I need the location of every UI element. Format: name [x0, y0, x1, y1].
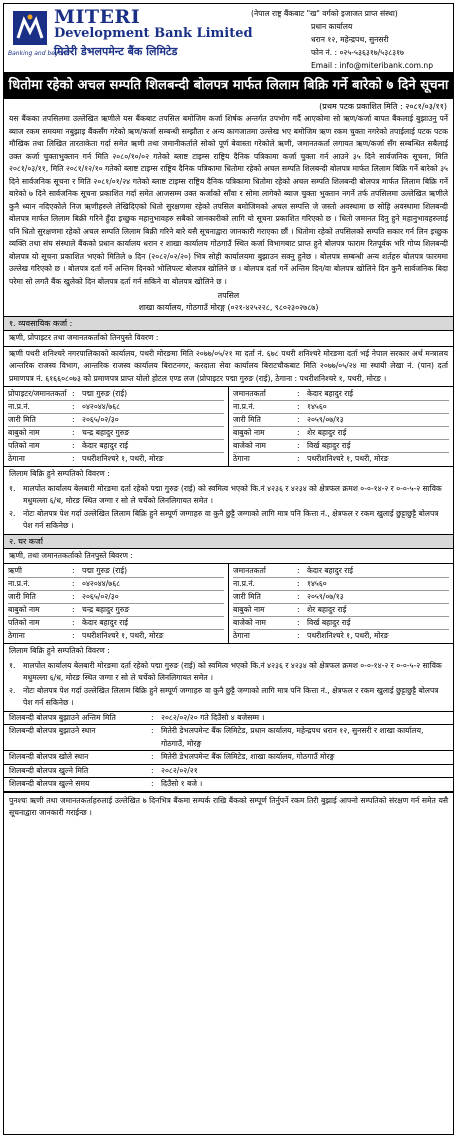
asset-number: २.	[9, 685, 16, 695]
schedule-row: शिलबन्दी बोलपत्र खुल्ने समय : दिउँसो १ बजे ।	[4, 778, 453, 792]
detail-row: बाजेको नाम : विर्ख बहादुर राई	[233, 617, 449, 630]
asset-number: १.	[9, 483, 16, 493]
detail-key: ठेगाना	[233, 454, 250, 463]
asset-text: मालपोत कार्यालय बेलबारी मोरङमा दर्ता रहेको पद्मा गुरुङ (राई) को स्वमित्व भएको कि.नं ४२३६ र ४२३४ को क्षेत्रफल क्रमश ०-०-१४-२ र ०-०-५-२ साविक मधुमल्ला ६/ध, मोरङ स्थित जग्गा र सो ले चर्चेको लिनलिगायत समेत ।	[23, 660, 442, 682]
bank-slogan: Banking and beyond	[8, 50, 70, 57]
detail-row: ठेगाना : पथरीशनिश्चरे १, पथरी, मोरङ	[8, 453, 224, 465]
borrower-details	[4, 386, 453, 466]
detail-row: ठेगाना : पथरीशनिश्चरे १, पथरी, मोरङ	[233, 630, 449, 642]
detail-value: केदार बहादुर राई	[82, 441, 129, 450]
detail-row: बाजेको नाम : विर्ख बहादुर राई	[233, 440, 449, 453]
detail-key: ठेगाना	[8, 454, 25, 463]
address-line: Email : info@miteribank.com.np	[311, 61, 434, 70]
detail-key: पतिको नाम	[8, 618, 40, 627]
schedule-value: २०८२/०२/२१	[161, 765, 198, 775]
published-date: (प्रथम पटक प्रकाशित मिति : २०८१/०३/११)	[319, 102, 447, 111]
loan-sections	[4, 316, 453, 711]
detail-row: जारी मिति : २०६५/०२/३०	[8, 591, 224, 604]
detail-row: बाबुको नाम : चन्द्र बहादुर गुरुङ	[8, 604, 224, 617]
detail-row: ना.प्र.नं. : १४५६०	[233, 578, 449, 591]
detail-value: २०५९/०७/१३	[307, 415, 344, 424]
detail-value: २०६५/०२/३०	[82, 415, 119, 424]
bank-name-english-sub: Development Bank Limited	[54, 26, 253, 41]
detail-value: पथरीशनिश्चरे १, पथरी, मोरङ	[82, 631, 164, 640]
detail-key: बाजेको नाम	[233, 618, 266, 627]
section-heading: २. घर कर्जा	[4, 534, 453, 549]
section-intro: ऋणी, प्रोपाइटर तथा जमानतकर्ताको तिनपुस्ते विवरण :	[9, 333, 159, 342]
detail-row: ना.प्र.नं. : १४५६०	[233, 401, 449, 414]
detail-key: बाबुको नाम	[233, 428, 265, 437]
tapsil-label: तपसिल	[217, 291, 240, 300]
notice-title: धितोमा रहेको अचल सम्पति शिलबन्दी बोलपत्र मार्फत लिलाम बिक्रि गर्ने बारेको ७ दिने सूचना	[4, 73, 453, 99]
bank-name-english: MITERI	[54, 6, 141, 28]
detail-key: ना.प्र.नं.	[233, 579, 255, 588]
assets-list	[4, 659, 453, 711]
detail-value: २०६५/०२/३०	[82, 592, 119, 601]
notice-page	[3, 3, 454, 1135]
schedule-key: शिलबन्दी बोलपत्र बुझाउने स्थान	[9, 726, 96, 735]
bank-address	[251, 7, 449, 72]
detail-key: बाबुको नाम	[233, 605, 265, 614]
detail-key: जारी मिति	[233, 592, 261, 601]
borrower-details	[4, 563, 453, 643]
detail-value: पद्मा गुरुङ (राई)	[82, 566, 128, 575]
detail-row: बाबुको नाम : शेर बहादुर राई	[233, 427, 449, 440]
detail-value: शेर बहादुर राई	[307, 605, 347, 614]
detail-value: केदार बहादुर राई	[307, 566, 354, 575]
section-heading: १. व्यवसायिक कर्जा :	[4, 316, 453, 331]
asset-number: १.	[9, 660, 16, 670]
detail-row: जारी मिति : २०६५/०२/३०	[8, 414, 224, 427]
detail-row: ठेगाना : पथरीशनिश्चरे १, पथरी, मोरङ	[233, 453, 449, 465]
detail-key: पतिको नाम	[8, 441, 40, 450]
detail-value: चन्द्र बहादुर गुरुङ	[82, 605, 130, 614]
detail-value: पथरीशनिश्चरे १, पथरी, मोरङ	[307, 454, 389, 463]
bank-name-nepali: मितेरी डेभलपमेन्ट बैंक लिमिटेड	[54, 45, 178, 58]
detail-key: जारी मिति	[8, 415, 36, 424]
detail-key: ऋणी	[8, 566, 22, 575]
detail-row: जारी मिति : २०५९/०७/१३	[233, 414, 449, 427]
bid-schedule	[4, 711, 453, 792]
schedule-key: शिलबन्दी बोलपत्र खोले स्थान	[9, 752, 89, 761]
assets-heading: लिलाम बिक्रि हुने सम्पतिको विवरण :	[4, 466, 453, 482]
detail-value: २०५९/०७/१३	[307, 592, 344, 601]
detail-key: बाजेको नाम	[233, 441, 266, 450]
detail-key: जारी मिति	[233, 415, 261, 424]
address-line: फोन नं. : ०२५-५३६३१७/५३८३१७	[311, 48, 404, 57]
bank-header	[4, 4, 453, 73]
section-intro: ऋणी, तथा जमानतकर्ताको तिनपुस्ते बिवरण :	[9, 550, 133, 560]
detail-value: विर्ख बहादुर राई	[307, 441, 351, 450]
asset-item	[9, 508, 448, 533]
asset-text: नोटः बोलपत्र पेश गर्दा उल्लेखित लिलाम बिक्रि हुने सम्पूर्ण जग्गाहरु वा कुनै छुट्टै जग्गाको लागि मात्र पनि कित्ता नं., क्षेत्रफल र रकम खुलाई छुट्टाछुट्टै बोलपत्र पेश गर्न सकिनेछ ।	[23, 508, 439, 530]
detail-value: शेर बहादुर राई	[307, 428, 347, 437]
detail-key: ना.प्र.नं.	[8, 402, 30, 411]
detail-row: पतिको नाम : केदार बहादुर राई	[8, 440, 224, 453]
detail-key: ना.प्र.नं.	[233, 402, 255, 411]
detail-row: पतिको नाम : केदार बहादुर राई	[8, 617, 224, 630]
detail-row: बाबुको नाम : शेर बहादुर राई	[233, 604, 449, 617]
detail-key: ना.प्र.नं.	[8, 579, 30, 588]
detail-value: पद्मा गुरुङ (राई)	[82, 389, 128, 398]
detail-key: जमानतकर्ता	[233, 566, 266, 575]
address-line: (नेपाल राष्ट्र बैंकबाट "ख" वर्गको इजाजत प्राप्त संस्था)	[251, 9, 398, 18]
detail-value: ०४२०४४/७६८	[82, 579, 121, 588]
detail-key: बाबुको नाम	[8, 605, 40, 614]
assets-heading: लिलाम बिक्रि हुने सम्पतिको विवरण :	[4, 643, 453, 659]
detail-row: ना.प्र.नं. : ०४२०४४/७६८	[8, 401, 224, 414]
schedule-row: शिलबन्दी बोलपत्र बुझाउने स्थान : मितेरी डेभलपमेन्ट बैंक लिमिटेड, प्रधान कार्यालय, महेन्द्रपथ धरान १२, सुनसरी र शाखा कार्यालय, गोठगाउँ, मोरङ्ग	[4, 725, 453, 751]
notice-body: यस बैंकका तपसिलमा उल्लेखित ऋणीले यस बैंकबाट तपसिल बमोजिम कर्जा शिर्षक अन्तर्गत उपभोग गर्दै आएकोमा सो ऋण/कर्जा बापत बैंकलाई बुझाउनु पर्ने ब्याज रकम समयमा नबुझाइ बैंकसँग गरेको ऋण/कर्जा सम्बन्धी सम्झौता र अन्य कागजातमा उल्लेख भए बमोजिम ऋण रकम चुक्ता नगरेको तपाईलाई पटक पटक मौखिक तथा लिखित तारताकेता गर्दा समेत ऋणी तथा जमानीकर्ताले सोको पूर्ण बेवास्ता गरेकोले ऋणी, जमानतकर्ता लगायत ऋण/कर्जा सँग सम्बन्धित सबैलाई उक्त कर्जा चुक्ताभुक्तान गर्न मिति २०८०/१०/०२ गतेको ब्लाष्ट टाइम्स राष्ट्रिय दैनिक पत्रिकामा कर्जा चुक्ता गर्न आउने ३५ दिने सार्वजनिक सूचना, मिति २०८१/०३/११, मिति २०८१/१२/१० गतेको ब्लाष्ट टाइम्स राष्ट्रिय दैनिक पत्रिकामा धितोमा रहेको अचल सम्पति शिलबन्दी बोलपत्र मार्फत लिलाम बिक्रि गर्ने बारेको ३५ दिने सार्वजनिक सूचना र मिति २०८१/०१/२४ गतेको ब्लाष्ट टाइम्स राष्ट्रिय दैनिक पत्रिकामा धितोमा रहेको अचल सम्पति शिलबन्दी बोलपत्र मार्फत लिलाम बिक्रि गर्ने बारेको ७ दिने सार्वजनिक सूचना प्रकाशित गर्दा समेत आजसम्म उक्त कर्जाको साँवा र सोमा लागेको ब्याज चुक्ता भुक्तान नगर्ने तर्फ तपसिलमा उल्लेखित ऋणीले कुनै ध्यान नदिएकोले निज ऋणीहरुले लेखिदिएको धितो सुरक्षणमा रहेको तपसिल बमोजिमको अचल सम्पत्ति जे जस्तो अवस्थामा छ सोहि अवस्थामा शिलबन्दी बोलपत्र मार्फत लिलाम बिक्री गरिने हुँदा इच्छुक महानुभावहरु सबैको जानकारीको लागि यो सूचना प्रकाशित गरिएको छ । धितो जमानत दिनु हुने महानुभावहरुलाई पनि धितो सुरक्षणमा रहेको अचल सम्पति लिलाम बिक्री गरिने बारे यसै सूचनाद्वारा जानकारी गराएका छौं । धितोमा रहेको तपसिलको सम्पति सकार गर्न लिन इच्छुक व्यक्ति तथा संघ संस्थाले बैंकको प्रधान कार्यालय धरान र शाखा कार्यालय गोठगाउँ स्थित कर्जा विभागबाट प्राप्त हुने बोलपत्र फाराम रितपूर्वक भरि गोप्य शिलबन्दी बोलपत्र यो सूचना प्रकाशित भएको मितिले ७ दिन (२०८२/०२/२०) भित्र सोही कार्यालयमा बुझाउन सक्नु हुनेछ । बोलपत्र सम्बन्धी अन्य शर्तहरु बोलपत्र फारममा उल्लेख गरिएको छ । बोलपत्र दर्ता गर्ने अन्तिम दिनको भोलिपल्ट बोलपत्र खोलिने छ । बोलपत्र दर्ता गर्ने अन्तिम दिन/वा बोलपत्र खोलिने दिन कुनै सार्वजनिक बिदा परेमा सो लगतै बैंक खुलेको दिन बोलपत्र दर्ता गर्न सकिने वा बोलपत्र खोलिने छ ।	[9, 114, 448, 286]
assets-list	[4, 482, 453, 534]
asset-number: २.	[9, 508, 16, 518]
schedule-value: मितेरी डेभलपमेन्ट बैंक लिमिटेड, शाखा कार्यालय, गोठगाउँ मोरङ्ग	[161, 752, 335, 761]
detail-value: पथरीशनिश्चरे १, पथरी, मोरङ	[82, 454, 164, 463]
detail-key: ठेगाना	[8, 631, 25, 640]
detail-key: बाबुको नाम	[8, 428, 40, 437]
detail-key: जमानतकर्ता	[233, 389, 266, 398]
detail-key: जारी मिति	[8, 592, 36, 601]
footer-note: पुनश्चः ऋणी तथा जमानतकर्ताहरुलाई उल्लेखित ७ दिनभित्र बैंकमा सम्पर्क राखि बैंकको सम्पूर्ण तिर्नुपर्ने रकम तिरी बुझाई आफ्नो सम्पतिको संरक्षण गर्न समेत यसै सूचनाद्वारा जानकारी गराईन्छ ।	[4, 792, 453, 822]
asset-text: मालपोत कार्यालय बेलबारी मोरङमा दर्ता रहेको पद्मा गुरुङ (राई) को स्वमित्व भएको कि.नं ४२३६ र ४२३४ को क्षेत्रफल क्रमश ०-०-१४-२ र ०-०-५-२ साविक मधुमल्ला ६/ध, मोरङ स्थित जग्गा र सो ले चर्चेको लिनलिगायत समेत ।	[23, 483, 442, 505]
detail-row: ना.प्र.नं. : ०४२०४४/७६८	[8, 578, 224, 591]
detail-key: प्रोपाइटर/जमानतकर्ता	[8, 389, 67, 398]
detail-key: ठेगाना	[233, 631, 250, 640]
detail-value: १४५६०	[307, 579, 327, 588]
schedule-value: दिउँसो १ बजे ।	[161, 779, 203, 788]
asset-item	[9, 685, 448, 710]
detail-value: पथरीशनिश्चरे १, पथरी, मोरङ	[307, 631, 389, 640]
asset-text: नोटः बोलपत्र पेश गर्दा उल्लेखित लिलाम बिक्रि हुने सम्पूर्ण जग्गाहरु वा कुनै छुट्टै जग्गाको लागि मात्र पनि कित्ता नं., क्षेत्रफल र रकम खुलाई छुट्टाछुट्टै बोलपत्र पेश गर्न सकिनेछ ।	[23, 685, 439, 707]
detail-row: जारी मिति : २०५९/०७/१३	[233, 591, 449, 604]
details-column-left	[4, 564, 228, 643]
detail-row: ठेगाना : पथरीशनिश्चरे १, पथरी, मोरङ	[8, 630, 224, 642]
address-line: प्रधान कार्यालय	[311, 22, 353, 31]
detail-row: बाबुको नाम : चन्द्र बहादुर गुरुङ	[8, 427, 224, 440]
detail-row: जमानतकर्ता : केदार बहादुर राई	[233, 388, 449, 401]
detail-row: जमानतकर्ता : केदार बहादुर राई	[233, 565, 449, 578]
detail-value: ०४२०४४/७६८	[82, 402, 121, 411]
detail-value: १४५६०	[307, 402, 327, 411]
asset-item	[9, 660, 448, 685]
schedule-key: शिलबन्दी बोलपत्र खुल्ने मिति	[9, 765, 89, 775]
details-column-right	[228, 564, 453, 643]
asset-item	[9, 483, 448, 508]
schedule-value: मितेरी डेभलपमेन्ट बैंक लिमिटेड, प्रधान कार्यालय, महेन्द्रपथ धरान १२, सुनसरी र शाखा कार्यालय, गोठगाउँ, मोरङ्ग	[161, 726, 424, 748]
branch-contact: शाखा कार्यालय, गोठगाउँ मोरङ्ग (०२१-४२५२२८, ९८०२३०२७८७)	[138, 303, 319, 312]
business-description: ऋणी पथरी शनिश्चरे नगरपालिकाको कार्यालय, पथरी मोरङमा मिति २०७७/०५/२१ मा दर्ता नं. ६७८ पथरी शनिश्चरे मोरङमा दर्ता भई नेपाल सरकार अर्थ मन्त्रालय आन्तरिक राजस्व विभाग, आन्तरिक राजस्व कार्यालय बिराटनगर, करदाता सेवा कार्यालय बिराटचौकबाट मिति २०७७/०५/२४ मा स्थायी लेखा नं. (पान) दर्ता प्रमाणपत्र नं. ६१६६०८०७३ को प्रमाणपत्र प्राप्त योलो होटल एण्ड लज (प्रोपाइटर पद्मा गुरुङ (राई), ठेगाना : पथरीशनिश्चरे १, पथरी, मोरङ ।	[4, 346, 453, 387]
schedule-value: २०८२/०२/२० गते दिउँसो ४ बजेसम्म ।	[161, 712, 265, 722]
schedule-row: शिलबन्दी बोलपत्र खुल्ने मिति : २०८२/०२/२१	[4, 765, 453, 779]
detail-row: ऋणी : पद्मा गुरुङ (राई)	[8, 565, 224, 578]
schedule-row: शिलबन्दी बोलपत्र खोले स्थान : मितेरी डेभलपमेन्ट बैंक लिमिटेड, शाखा कार्यालय, गोठगाउँ मोरङ्ग	[4, 751, 453, 765]
details-column-right	[228, 387, 453, 466]
bank-logo-icon	[10, 8, 50, 48]
detail-value: केदार बहादुर राई	[307, 389, 354, 398]
schedule-row: शिलबन्दी बोलपत्र बुझाउने अन्तिम मिति : २०८२/०२/२० गते दिउँसो ४ बजेसम्म ।	[4, 712, 453, 726]
detail-value: चन्द्र बहादुर गुरुङ	[82, 428, 130, 437]
schedule-key: शिलबन्दी बोलपत्र खुल्ने समय	[9, 779, 90, 788]
address-line: धरान १२, महेन्द्रपथ, सुनसरी	[311, 35, 389, 44]
detail-value: केदार बहादुर राई	[82, 618, 129, 627]
detail-row: प्रोपाइटर/जमानतकर्ता : पद्मा गुरुङ (राई)	[8, 388, 224, 401]
schedule-key: शिलबन्दी बोलपत्र बुझाउने अन्तिम मिति	[9, 712, 116, 722]
detail-value: विर्ख बहादुर राई	[307, 618, 351, 627]
details-column-left	[4, 387, 228, 466]
